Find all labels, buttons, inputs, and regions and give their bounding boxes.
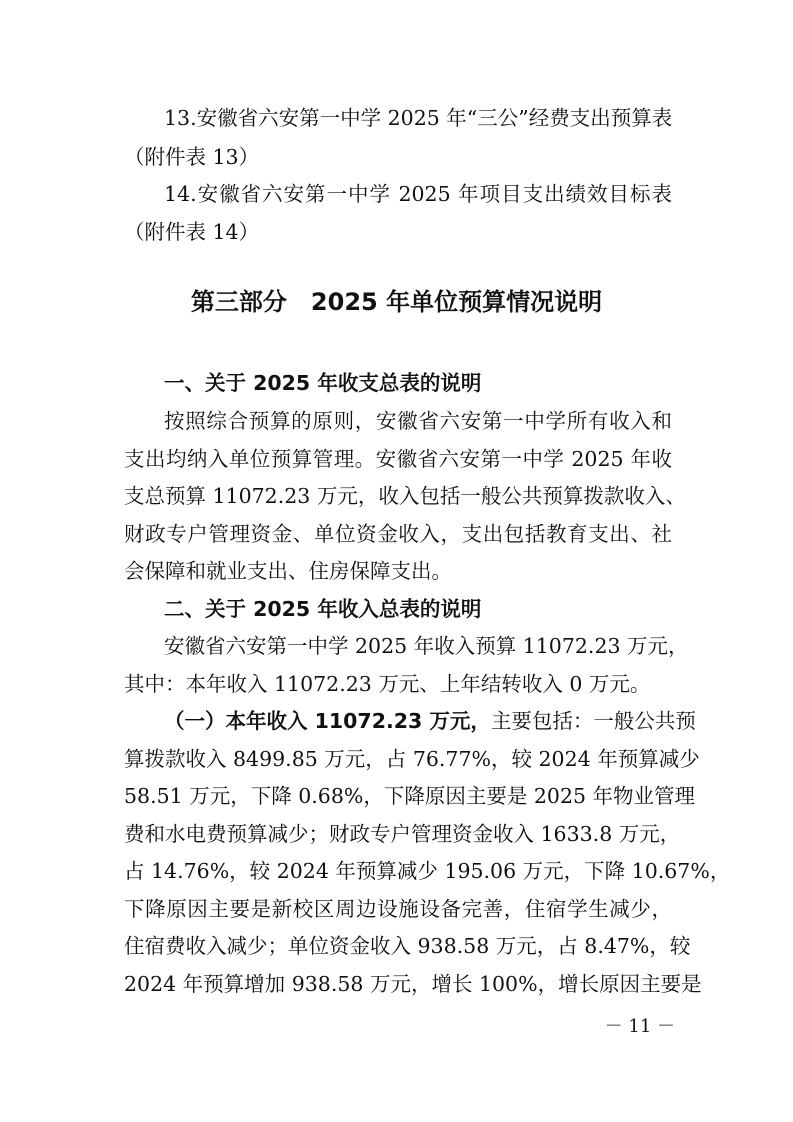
section2-heading: 二、关于 2025 年收入总表的说明: [164, 597, 482, 621]
section2-more-line-7: 2024 年预算增加 938.58 万元，增长 100%，增长原因主要是: [124, 972, 702, 996]
list-item-13-line1: 13.安徽省六安第一中学 2025 年“三公”经费支出预算表: [164, 106, 673, 130]
section2-more-line-4: 占 14.76%，较 2024 年预算减少 195.06 万元，下降 10.67%，: [124, 859, 731, 883]
section1-line-2: 支出均纳入单位预算管理。安徽省六安第一中学 2025 年收: [124, 447, 672, 471]
section1-line-1: 按照综合预算的原则，安徽省六安第一中学所有收入和: [164, 409, 672, 433]
section1-line-5: 会保障和就业支出、住房保障支出。: [124, 559, 452, 583]
section2-line-1: 安徽省六安第一中学 2025 年收入预算 11072.23 万元，: [164, 634, 689, 658]
section2-subsection-line: [164, 706, 696, 736]
list-item-13-line2: （附件表 13）: [124, 145, 260, 169]
section2-more-line-2: 58.51 万元，下降 0.68%，下降原因主要是 2025 年物业管理: [124, 784, 696, 808]
section1-heading: 一、关于 2025 年收支总表的说明: [164, 371, 482, 395]
subsection-rest: 主要包括：一般公共预: [490, 709, 696, 733]
section2-more-line-3: 费和水电费预算减少；财政专户管理资金收入 1633.8 万元，: [124, 822, 681, 846]
part-heading: 第三部分 2025 年单位预算情况说明: [190, 288, 603, 316]
section2-more-line-1: 算拨款收入 8499.85 万元，占 76.77%，较 2024 年预算减少: [124, 747, 700, 771]
section1-line-3: 支总预算 11072.23 万元，收入包括一般公共预算拨款收入、: [124, 484, 686, 508]
section2-more-line-5: 下降原因主要是新校区周边设施设备完善，住宿学生减少，: [124, 897, 672, 921]
list-item-14-line2: （附件表 14）: [124, 220, 260, 244]
list-item-14-line1: 14.安徽省六安第一中学 2025 年项目支出绩效目标表: [164, 182, 672, 206]
section2-more-line-6: 住宿费收入减少；单位资金收入 938.58 万元，占 8.47%，较: [124, 934, 691, 958]
page-number: － 11 －: [604, 1016, 675, 1037]
section2-line-2: 其中：本年收入 11072.23 万元、上年结转收入 0 万元。: [124, 672, 651, 696]
subsection-bold-lead: （一）本年收入 11072.23 万元，: [164, 709, 491, 733]
section1-line-4: 财政专户管理资金、单位资金收入，支出包括教育支出、社: [124, 522, 672, 546]
